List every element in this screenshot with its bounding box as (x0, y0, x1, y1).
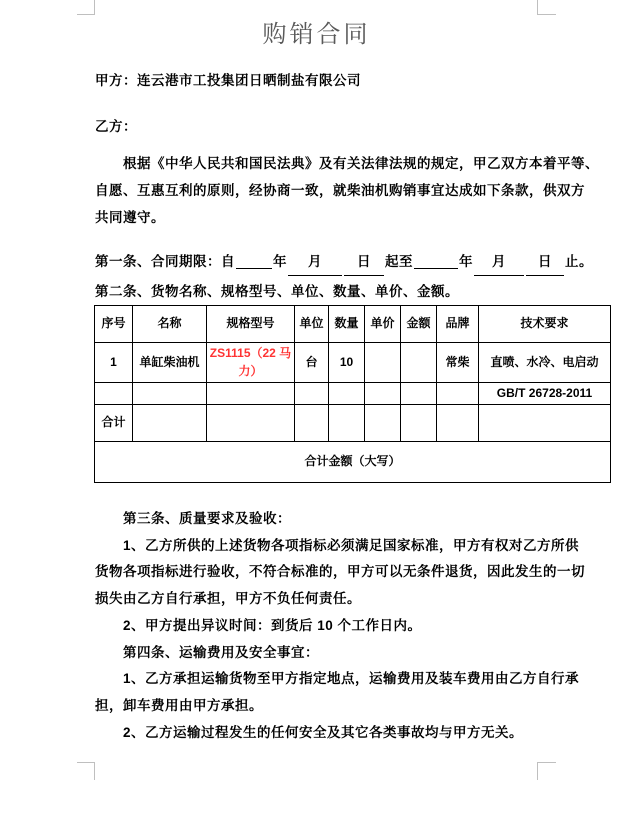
table-row-standard (95, 383, 611, 405)
cell-empty (295, 383, 329, 405)
cell-empty (207, 405, 295, 442)
header-price: 单价 (365, 306, 401, 343)
cell-empty (95, 383, 133, 405)
blank-end-year (414, 253, 458, 269)
clause-3-item-1-line: 货物各项指标进行验收，不符合标准的，甲方可以无条件退货，因此发生的一切 (95, 564, 585, 580)
cell-price-empty (365, 343, 401, 383)
clause-1-mid: 起至 (385, 254, 413, 269)
table-row-total-words (95, 442, 611, 483)
document-title: 购销合同 (262, 22, 371, 48)
table-row-subtotal (95, 405, 611, 442)
cell-tech-standard: GB/T 26728-2011 (479, 383, 611, 405)
clause-3-item-2-line: 2、甲方提出异议时间：到货后 10 个工作日内。 (123, 617, 422, 633)
cell-empty (365, 405, 401, 442)
cell-empty (437, 405, 479, 442)
clauses-body (95, 506, 585, 746)
header-unit: 单位 (295, 306, 329, 343)
clause-4-item-1-line: 担，卸车费用由甲方承担。 (95, 697, 263, 713)
cell-empty (133, 405, 207, 442)
table-row-item-1 (95, 343, 611, 383)
header-qty: 数量 (329, 306, 365, 343)
blank-start-month: 月 (288, 248, 342, 276)
cell-spec: ZS1115（22 马力） (207, 343, 295, 383)
preamble-paragraph (95, 150, 599, 231)
cell-qty: 10 (329, 343, 365, 383)
cell-brand: 常柴 (437, 343, 479, 383)
clause-1-year-label: 年 (273, 254, 287, 269)
cell-empty (437, 383, 479, 405)
party-b-line: 乙方： (95, 119, 137, 134)
clause-3-heading: 第三条、质量要求及验收： (123, 511, 291, 526)
cell-tech: 直喷、水冷、电启动 (479, 343, 611, 383)
cell-empty (133, 383, 207, 405)
header-name: 名称 (133, 306, 207, 343)
clause-4-item-2-line: 2、乙方运输过程发生的任何安全及其它各类事故均与甲方无关。 (123, 724, 524, 740)
preamble-line: 自愿、互惠互利的原则，经协商一致，就柴油机购销事宜达成如下条款，供双方 (95, 183, 585, 198)
header-brand: 品牌 (437, 306, 479, 343)
cell-empty (329, 383, 365, 405)
preamble-line: 根据《中华人民共和国民法典》及有关法律法规的规定，甲乙双方本着平等、 (123, 156, 599, 171)
blank-start-day: 日 (344, 248, 384, 276)
cell-unit: 台 (295, 343, 329, 383)
cell-empty (479, 405, 611, 442)
blank-end-day: 日 (526, 248, 564, 276)
clause-1-lead: 第一条、合同期限：自 (95, 254, 235, 269)
blank-start-year (236, 253, 272, 269)
party-a-line: 甲方：连云港市工投集团日晒制盐有限公司 (95, 73, 361, 88)
cell-total-amount-words: 合计金额（大写） (95, 442, 611, 483)
header-seq: 序号 (95, 306, 133, 343)
clause-3-item-1-line: 损失由乙方自行承担，甲方不负任何责任。 (95, 591, 361, 607)
header-amount: 金额 (401, 306, 437, 343)
preamble-line: 共同遵守。 (95, 210, 165, 225)
clause-1-tail: 止。 (565, 254, 593, 269)
goods-table (94, 305, 611, 483)
clause-3-item-1-line: 1、乙方所供的上述货物各项指标必须满足国家标准，甲方有权对乙方所供 (123, 537, 580, 553)
header-spec: 规格型号 (207, 306, 295, 343)
cell-empty (401, 405, 437, 442)
clause-4-heading: 第四条、运输费用及安全事宜： (123, 644, 319, 660)
cell-empty (329, 405, 365, 442)
cell-empty (295, 405, 329, 442)
blank-end-month: 月 (474, 248, 524, 276)
clause-4-item-1-line: 1、乙方承担运输货物至甲方指定地点，运输费用及装车费用由乙方自行承 (123, 671, 580, 687)
cell-name: 单缸柴油机 (133, 343, 207, 383)
cell-empty (207, 383, 295, 405)
clause-1-term-line (95, 248, 593, 275)
header-tech: 技术要求 (479, 306, 611, 343)
clause-1-year-label: 年 (459, 254, 473, 269)
cell-seq: 1 (95, 343, 133, 383)
cell-subtotal-label: 合计 (95, 405, 133, 442)
cell-empty (365, 383, 401, 405)
cell-amount-empty (401, 343, 437, 383)
clause-2-line: 第二条、货物名称、规格型号、单位、数量、单价、金额。 (95, 284, 459, 299)
table-header-row (95, 306, 611, 343)
cell-empty (401, 383, 437, 405)
